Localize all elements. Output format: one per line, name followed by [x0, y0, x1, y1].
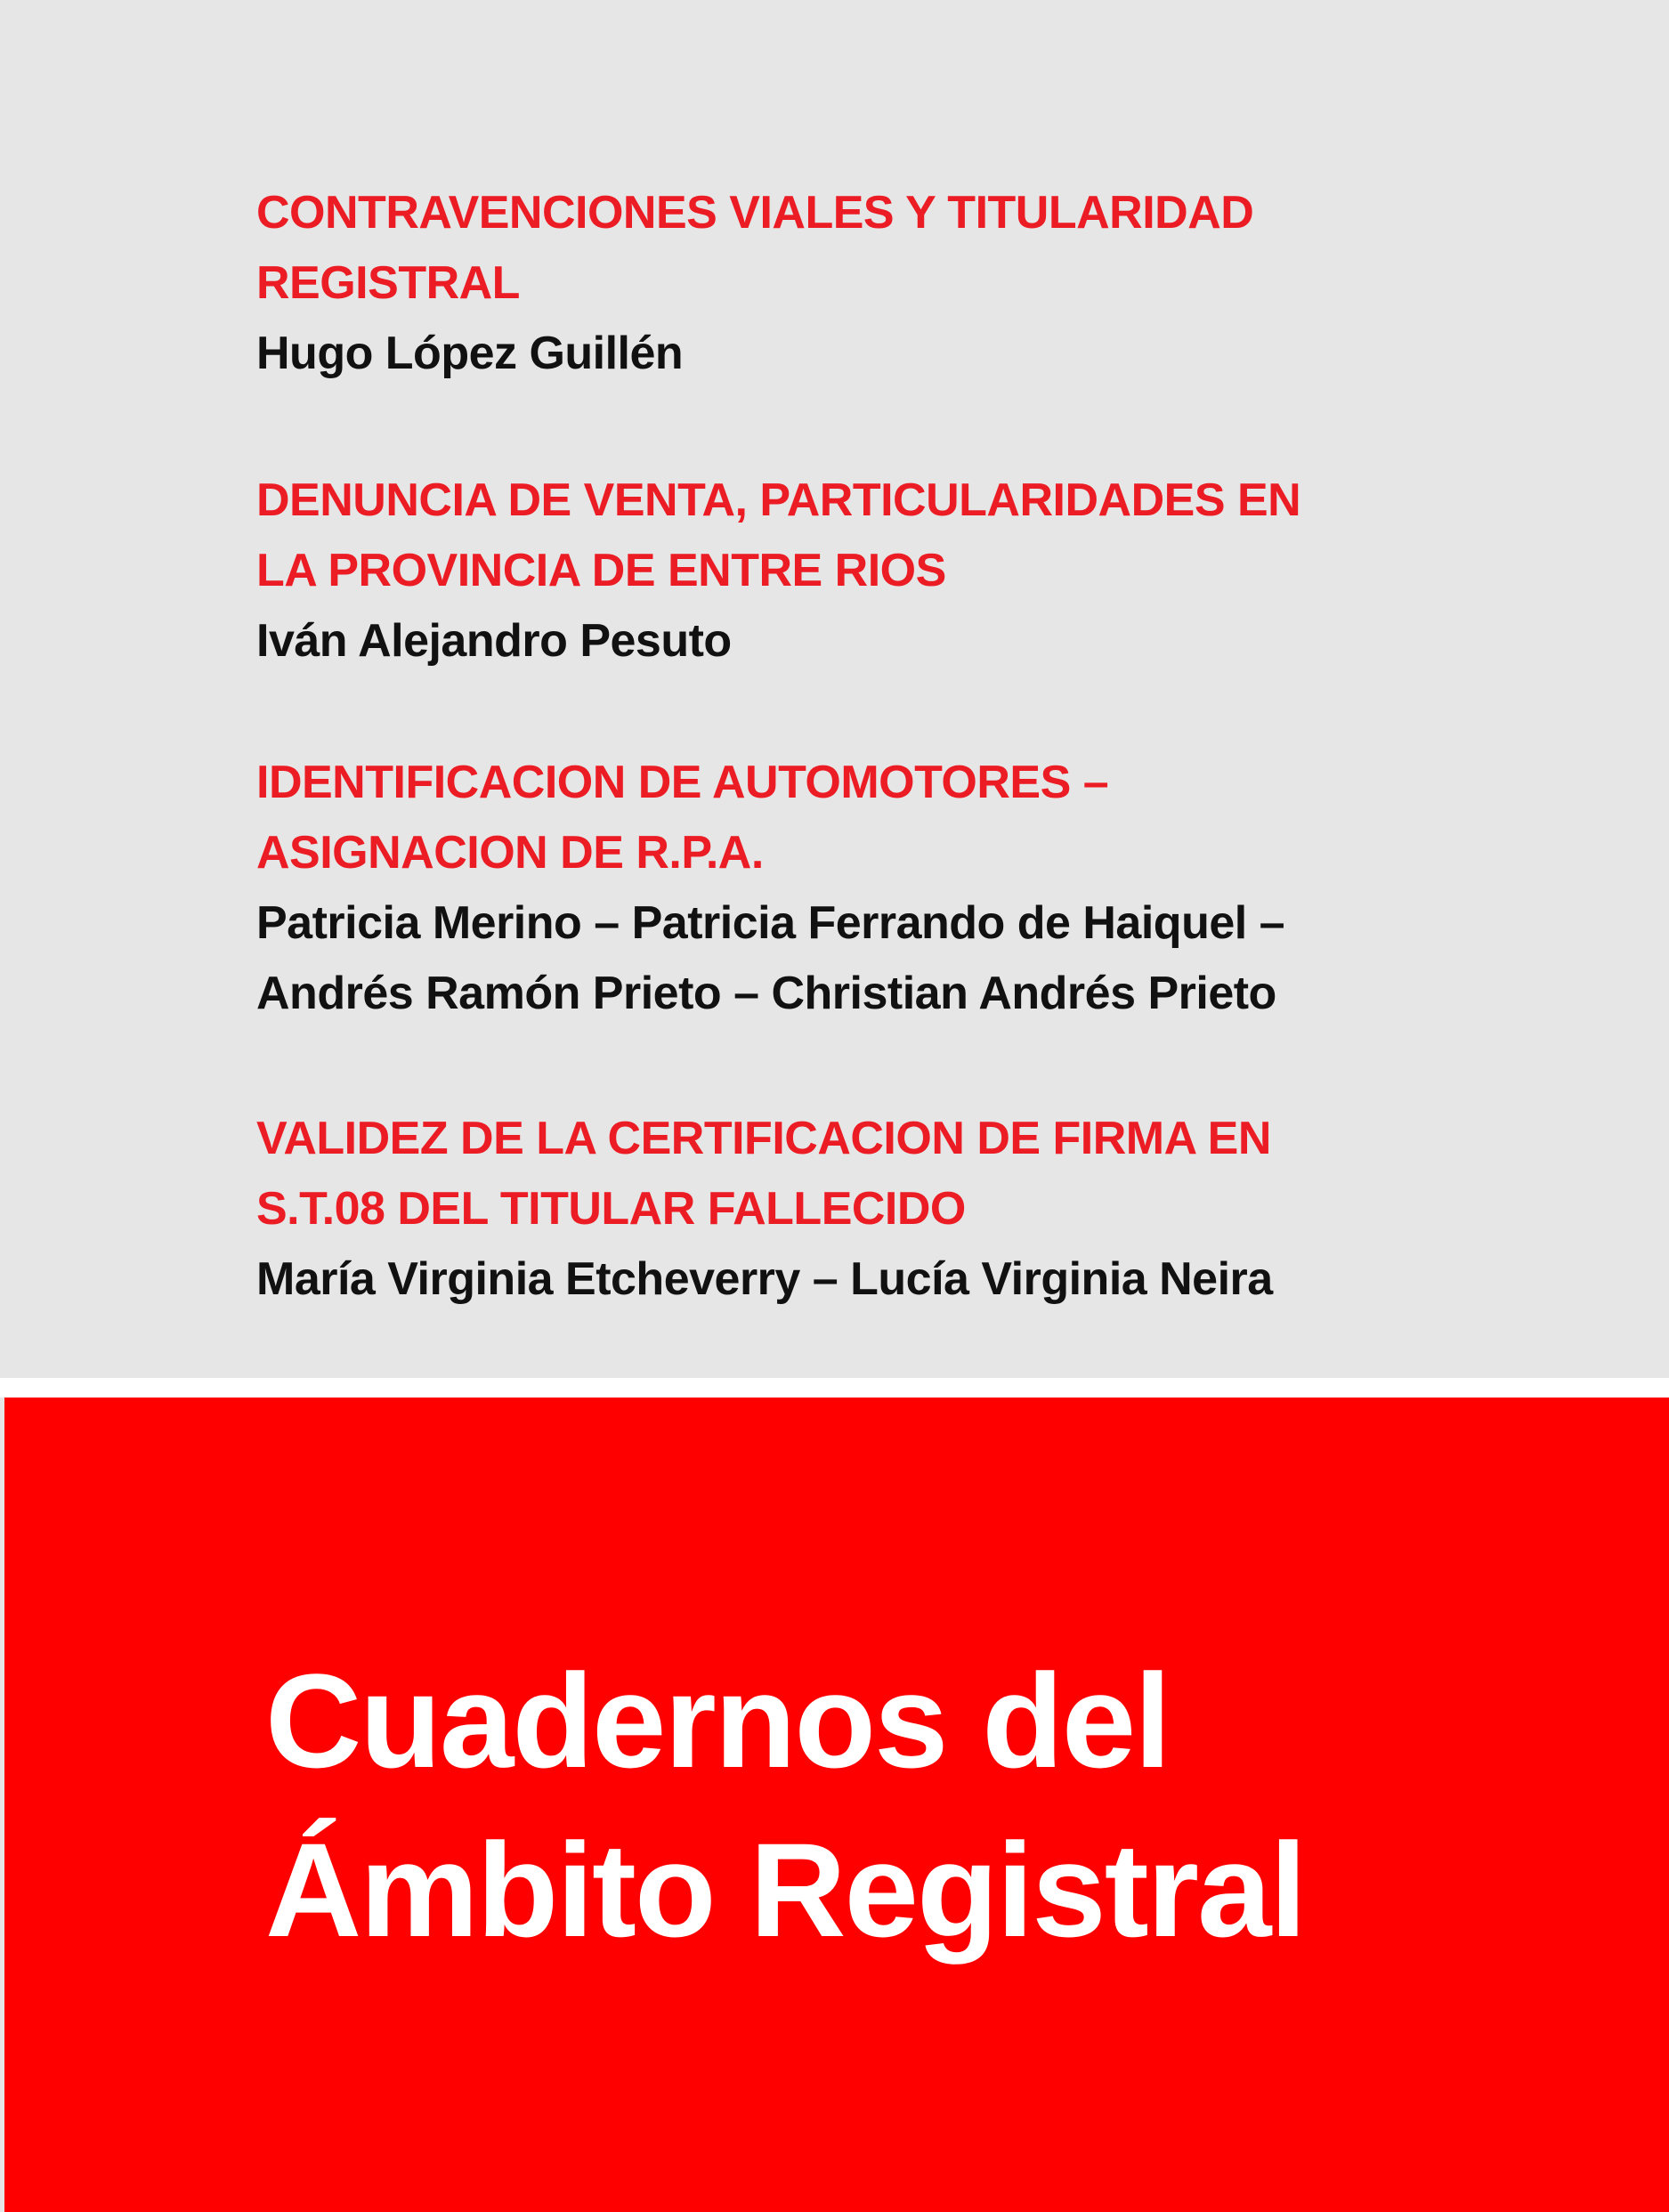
article-entry: [256, 748, 1284, 1029]
article-title: DENUNCIA DE VENTA, PARTICULARIDADES EN LA PROVINCIA DE ENTRE RIOS: [256, 474, 1301, 596]
article-authors: Iván Alejandro Pesuto: [256, 615, 732, 667]
series-title: Cuadernos del Ámbito Registral: [265, 1646, 1306, 1965]
article-title: IDENTIFICACION DE AUTOMOTORES – ASIGNACION DE R.P.A.: [256, 757, 1109, 879]
article-entry: [256, 1104, 1273, 1315]
article-authors: María Virginia Etcheverry – Lucía Virginia Neira: [256, 1253, 1273, 1305]
article-entry: [256, 466, 1300, 677]
article-title: CONTRAVENCIONES VIALES Y TITULARIDAD REGISTRAL: [256, 187, 1254, 309]
article-title: VALIDEZ DE LA CERTIFICACION DE FIRMA EN S.T.08 DEL TITULAR FALLECIDO: [256, 1113, 1271, 1235]
article-entry: [256, 178, 1253, 389]
panel-divider: [0, 1378, 1669, 1398]
article-authors: Hugo López Guillén: [256, 328, 684, 379]
article-authors: Patricia Merino – Patricia Ferrando de Haiquel – Andrés Ramón Prieto – Christian Andrés Prieto: [256, 897, 1285, 1019]
